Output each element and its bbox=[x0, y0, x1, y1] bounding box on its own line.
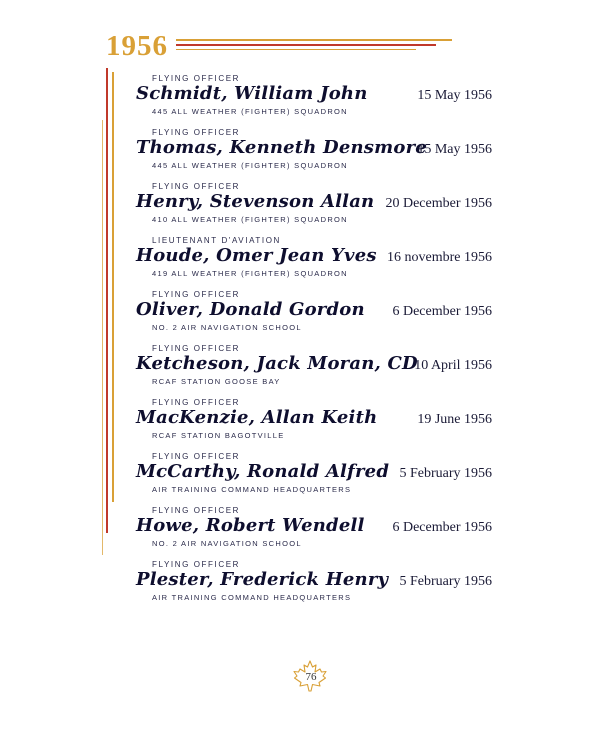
entry-rank: FLYING OFFICER bbox=[152, 182, 241, 191]
entry-unit: 410 ALL WEATHER (FIGHTER) SQUADRON bbox=[152, 215, 348, 224]
header-rule-gold-lower bbox=[176, 49, 416, 50]
entry-unit: 419 ALL WEATHER (FIGHTER) SQUADRON bbox=[152, 269, 348, 278]
entry-date: 10 April 1956 bbox=[414, 358, 492, 373]
entry-name: Houde, Omer Jean Yves bbox=[136, 245, 377, 266]
list-item bbox=[0, 128, 600, 182]
year-heading: 1956 bbox=[106, 30, 168, 62]
entry-name: Howe, Robert Wendell bbox=[136, 515, 365, 536]
entry-unit: NO. 2 AIR NAVIGATION SCHOOL bbox=[152, 323, 302, 332]
entry-rank: FLYING OFFICER bbox=[152, 128, 241, 137]
entry-unit: 445 ALL WEATHER (FIGHTER) SQUADRON bbox=[152, 107, 348, 116]
entry-rank: FLYING OFFICER bbox=[152, 452, 241, 461]
entry-name: Plester, Frederick Henry bbox=[136, 569, 389, 590]
entry-rank: FLYING OFFICER bbox=[152, 344, 241, 353]
entry-rank: FLYING OFFICER bbox=[152, 74, 241, 83]
entry-date: 5 February 1956 bbox=[399, 466, 492, 481]
entry-name: Oliver, Donald Gordon bbox=[136, 299, 365, 320]
entry-unit: NO. 2 AIR NAVIGATION SCHOOL bbox=[152, 539, 302, 548]
list-item bbox=[0, 182, 600, 236]
entry-rank: LIEUTENANT D'AVIATION bbox=[152, 236, 281, 245]
entry-rank: FLYING OFFICER bbox=[152, 398, 241, 407]
entry-unit: AIR TRAINING COMMAND HEADQUARTERS bbox=[152, 593, 352, 602]
entry-name: Ketcheson, Jack Moran, CD bbox=[136, 353, 418, 374]
entry-date: 15 May 1956 bbox=[417, 142, 492, 157]
entry-date: 20 December 1956 bbox=[385, 196, 492, 211]
entry-date: 6 December 1956 bbox=[392, 304, 492, 319]
list-item bbox=[0, 74, 600, 128]
list-item bbox=[0, 344, 600, 398]
entry-date: 6 December 1956 bbox=[392, 520, 492, 535]
entry-name: McCarthy, Ronald Alfred bbox=[136, 461, 390, 482]
entry-unit: AIR TRAINING COMMAND HEADQUARTERS bbox=[152, 485, 352, 494]
page-number: 76 bbox=[305, 671, 317, 683]
entry-date: 19 June 1956 bbox=[417, 412, 492, 427]
header-rule-gold bbox=[176, 39, 452, 41]
entry-unit: RCAF STATION BAGOTVILLE bbox=[152, 431, 285, 440]
list-item bbox=[0, 236, 600, 290]
entry-rank: FLYING OFFICER bbox=[152, 506, 241, 515]
list-item bbox=[0, 560, 600, 614]
list-item bbox=[0, 506, 600, 560]
list-item bbox=[0, 452, 600, 506]
entry-rank: FLYING OFFICER bbox=[152, 290, 241, 299]
entry-unit: 445 ALL WEATHER (FIGHTER) SQUADRON bbox=[152, 161, 348, 170]
header-rule-red bbox=[176, 44, 436, 46]
list-item bbox=[0, 290, 600, 344]
entry-unit: RCAF STATION GOOSE BAY bbox=[152, 377, 281, 386]
entry-name: MacKenzie, Allan Keith bbox=[136, 407, 378, 428]
entry-date: 15 May 1956 bbox=[417, 88, 492, 103]
entry-rank: FLYING OFFICER bbox=[152, 560, 241, 569]
entry-name: Thomas, Kenneth Densmore bbox=[136, 137, 427, 158]
entry-date: 16 novembre 1956 bbox=[387, 250, 492, 265]
entry-date: 5 February 1956 bbox=[399, 574, 492, 589]
list-item bbox=[0, 398, 600, 452]
entry-name: Schmidt, William John bbox=[136, 83, 368, 104]
entry-name: Henry, Stevenson Allan bbox=[136, 191, 375, 212]
